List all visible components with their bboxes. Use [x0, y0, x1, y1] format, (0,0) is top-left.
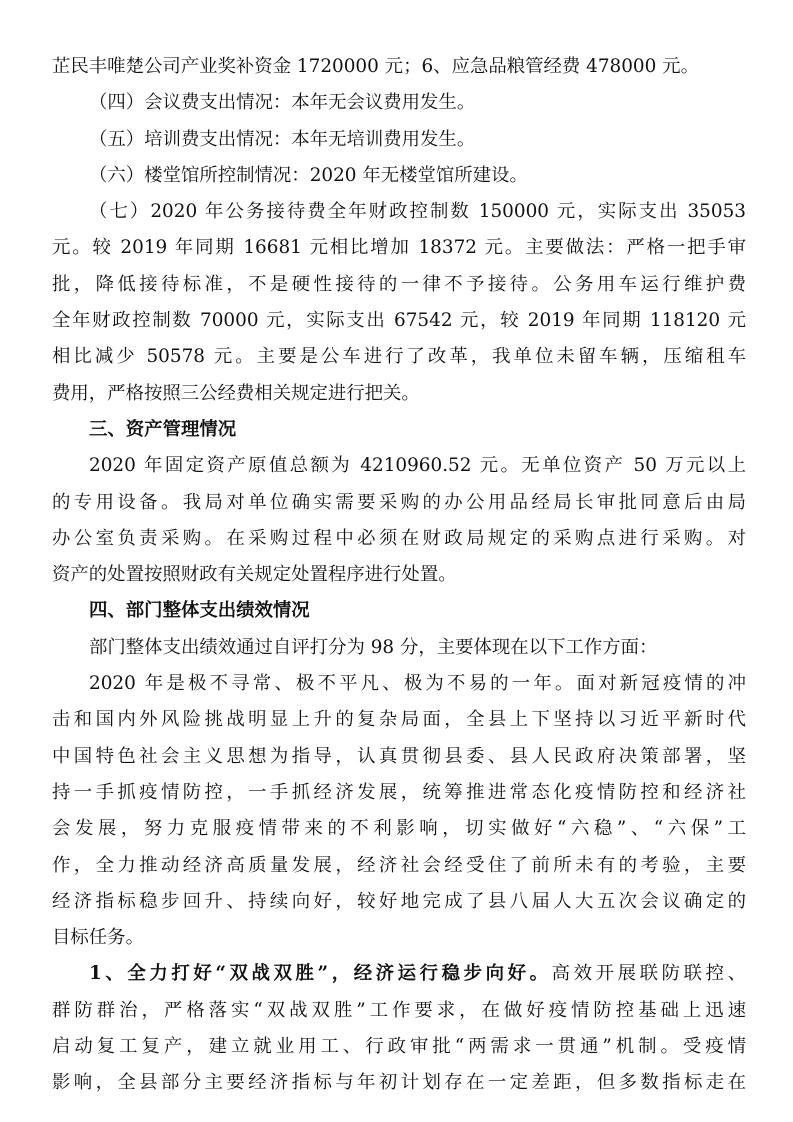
paragraph-line [52, 521, 746, 557]
paragraph-line [52, 557, 746, 593]
line-text: 批，降低接待标准，不是硬性接待的一律不予接待。公务用车运行维护费 [52, 273, 746, 295]
line-text: 经济指标稳步回升、持续向好，较好地完成了县八届人大五次会议确定的 [52, 890, 746, 912]
paragraph-line [52, 85, 746, 121]
line-text: 相比减少 50578 元。主要是公车进行了改革，我单位未留车辆，压缩租车 [52, 346, 746, 368]
paragraph-line [52, 920, 746, 956]
line-text: （六）楼堂馆所控制情况：2020 年无楼堂馆所建设。 [89, 164, 528, 186]
line-text: 四、部门整体支出绩效情况 [89, 600, 310, 622]
paragraph-line [52, 448, 746, 484]
line-text: 部门整体支出绩效通过自评打分为 98 分，主要体现在以下工作方面： [89, 636, 658, 658]
paragraph-line [52, 775, 746, 811]
paragraph-line [52, 848, 746, 884]
paragraph-line [52, 811, 746, 847]
section-heading [52, 412, 746, 448]
line-text: 2020 年是极不寻常、极不平凡、极为不易的一年。面对新冠疫情的冲 [89, 673, 746, 695]
line-text: 中国特色社会主义思想为指导，认真贯彻县委、县人民政府决策部署，坚 [52, 745, 746, 767]
paragraph-line [52, 1029, 746, 1065]
line-text: 作，全力推动经济高质量发展，经济社会经受住了前所未有的考验，主要 [52, 854, 746, 876]
paragraph-line [52, 666, 746, 702]
paragraph-line [52, 303, 746, 339]
paragraph-line [52, 993, 746, 1029]
paragraph-line [52, 739, 746, 775]
line-text: 启动复工复产，建立就业用工、行政审批“两需求一贯通”机制。受疫情 [52, 1036, 746, 1058]
line-text: 持一手抓疫情防控，一手抓经济发展，统筹推进常态化疫情防控和经济社 [52, 781, 746, 803]
paragraph-line [52, 194, 746, 230]
paragraph-line [52, 267, 746, 303]
paragraph-line [52, 956, 746, 992]
line-text: 办公室负责采购。在采购过程中必须在财政局规定的采购点进行采购。对 [52, 527, 746, 549]
line-text: 三、资产管理情况 [89, 418, 237, 440]
paragraph-line [52, 1065, 746, 1101]
line-text: 影响，全县部分主要经济指标与年初计划存在一定差距，但多数指标走在 [52, 1072, 746, 1094]
document-body [52, 49, 746, 1102]
section-heading [52, 593, 746, 629]
paragraph-line [52, 49, 746, 85]
line-text: 目标任务。 [52, 927, 144, 949]
line-text: （七）2020 年公务接待费全年财政控制数 150000 元，实际支出 35053 [89, 201, 746, 223]
line-text: 资产的处置按照财政有关规定处置程序进行处置。 [52, 564, 457, 586]
paragraph-line [52, 630, 746, 666]
subsection-lead: 1、全力打好“双战双胜”，经济运行稳步向好。 [89, 963, 552, 985]
paragraph-line [52, 702, 746, 738]
line-text: （五）培训费支出情况：本年无培训费用发生。 [89, 128, 476, 150]
paragraph-line [52, 339, 746, 375]
paragraph-line [52, 884, 746, 920]
paragraph-line [52, 158, 746, 194]
line-text: （四）会议费支出情况：本年无会议费用发生。 [89, 92, 476, 114]
line-text: 2020 年固定资产原值总额为 4210960.52 元。无单位资产 50 万元以上 [89, 455, 746, 477]
line-text: 费用，严格按照三公经费相关规定进行把关。 [52, 382, 420, 404]
paragraph-line [52, 376, 746, 412]
paragraph-line [52, 485, 746, 521]
line-text: 元。较 2019 年同期 16681 元相比增加 18372 元。主要做法：严格一把手审 [52, 237, 746, 259]
line-text: 群防群治，严格落实“双战双胜”工作要求，在做好疫情防控基础上迅速 [52, 999, 746, 1021]
line-text: 高效开展联防联控、 [551, 963, 746, 985]
line-text: 的专用设备。我局对单位确实需要采购的办公用品经局长审批同意后由局 [52, 491, 746, 513]
line-text: 全年财政控制数 70000 元，实际支出 67542 元，较 2019 年同期 118120 元 [52, 310, 746, 332]
paragraph-line [52, 122, 746, 158]
line-text: 芷民丰唯楚公司产业奖补资金 1720000 元；6、应急品粮管经费 478000 元。 [52, 56, 699, 77]
line-text: 击和国内外风险挑战明显上升的复杂局面，全县上下坚持以习近平新时代 [52, 709, 746, 731]
line-text: 会发展，努力克服疫情带来的不利影响，切实做好“六稳”、“六保”工 [52, 818, 746, 840]
paragraph-line [52, 230, 746, 266]
